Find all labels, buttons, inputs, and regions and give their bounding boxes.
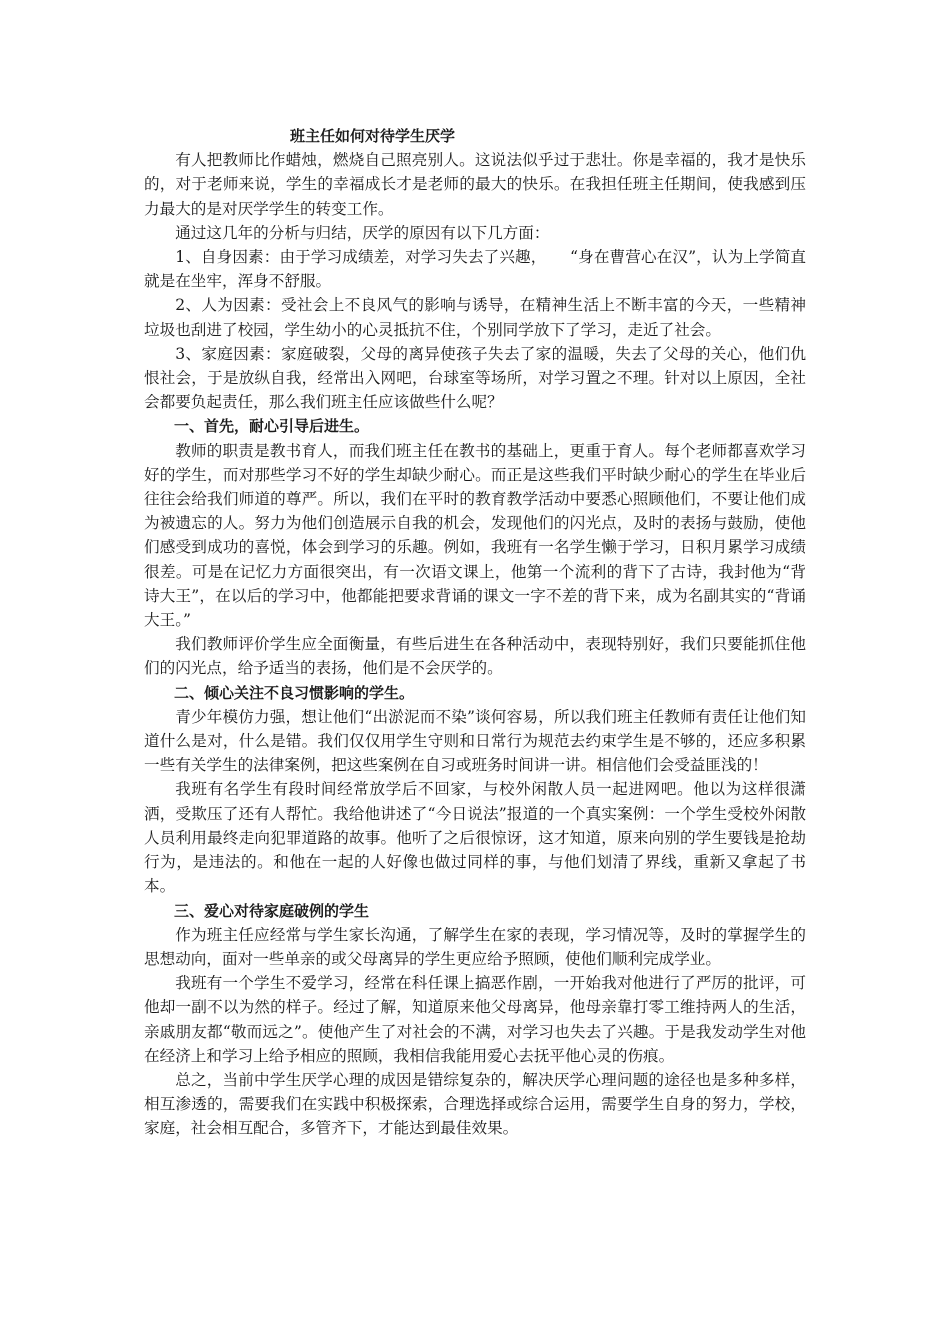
paragraph: 我班有名学生有段时间经常放学后不回家，与校外闲散人员一起进网吧。他以为这样很潇洒，受欺压了还有人帮忙。我给他讲述了“今日说法”报道的一个真实案例：一个学生受校外闲散人员利用最终走向犯罪道路的故事。他听了之后很惊讶，这才知道，原来向别的学生要钱是抢劫行为，是违法的。和他在一起的人好像也做过同样的事，与他们划清了界线，重新又拿起了书本。 (144, 780, 806, 896)
paragraph: 通过这几年的分析与归结，厌学的原因有以下几方面： (175, 223, 550, 242)
paragraph: 3、家庭因素：家庭破裂，父母的离异使孩子失去了家的温暖，失去了父母的关心，他们仇恨社会，于是放纵自我，经常出入网吧，台球室等场所，对学习置之不理。针对以上原因，全社会都要负起责任，那么我们班主任应该做些什么呢？ (144, 344, 806, 412)
section-heading: 一、首先，耐心引导后进生。 (174, 417, 370, 436)
paragraph: 青少年模仿力强，想让他们“出淤泥而不染”谈何容易，所以我们班主任教师有责任让他们知道什么是对，什么是错。我们仅仅用学生守则和日常行为规范去约束学生是不够的，还应多积累一些有关学生的法律案例，把这些案例在自习或班务时间讲一讲。相信他们会受益匪浅的！ (144, 707, 806, 775)
paragraph: 我班有一个学生不爱学习，经常在科任课上搞恶作剧，一开始我对他进行了严厉的批评，可他却一副不以为然的样子。经过了解，知道原来他父母离异，他母亲靠打零工维持两人的生活，亲戚朋友都“敬而远之”。使他产生了对社会的不满，对学习也失去了兴趣。于是我发动学生对他在经济上和学习上给予相应的照顾，我相信我能用爱心去抚平他心灵的伤痕。 (144, 974, 806, 1065)
paragraph: 作为班主任应经常与学生家长沟通，了解学生在家的表现，学习情况等，及时的掌握学生的思想动向，面对一些单亲的或父母离异的学生更应给予照顾，使他们顺利完成学业。 (144, 925, 806, 968)
paragraph: 我们教师评价学生应全面衡量，有些后进生在各种活动中，表现特别好，我们只要能抓住他们的闪光点，给予适当的表扬，他们是不会厌学的。 (144, 635, 806, 678)
paragraph: 总之，当前中学生厌学心理的成因是错综复杂的，解决厌学心理问题的途径也是多种多样，相互渗透的，需要我们在实践中积极探索，合理选择或综合运用，需要学生自身的努力，学校，家庭，社会相互配合，多管齐下，才能达到最佳效果。 (144, 1070, 806, 1138)
paragraph: 有人把教师比作蜡烛，燃烧自己照亮别人。这说法似乎过于悲壮。你是幸福的，我才是快乐的，对于老师来说，学生的幸福成长才是老师的最大的快乐。在我担任班主任期间，使我感到压力最大的是对厌学学生的转变工作。 (144, 151, 806, 218)
section-heading: 二、倾心关注不良习惯影响的学生。 (174, 683, 415, 702)
document-body (144, 124, 806, 1141)
paragraph: 2、人为因素：受社会上不良风气的影响与诱导，在精神生活上不断丰富的今天，一些精神垃圾也刮进了校园，学生幼小的心灵抵抗不住，个别同学放下了学习，走近了社会。 (144, 296, 806, 339)
section-heading: 三、爱心对待家庭破例的学生 (174, 901, 370, 920)
document-title: 班主任如何对待学生厌学 (290, 127, 456, 145)
paragraph: 1、自身因素：由于学习成绩差，对学习失去了兴趣， “身在曹营心在汉”，认为上学简直就是在坐牢，浑身不舒服。 (144, 248, 806, 291)
paragraph: 教师的职责是教书育人，而我们班主任在教书的基础上，更重于育人。每个老师都喜欢学习好的学生，而对那些学习不好的学生却缺少耐心。而正是这些我们平时缺少耐心的学生在毕业后往往会给我们师道的尊严。所以，我们在平时的教育教学活动中要悉心照顾他们，不要让他们成为被遗忘的人。努力为他们创造展示自我的机会，发现他们的闪光点，及时的表扬与鼓励，使他们感受到成功的喜悦，体会到学习的乐趣。例如，我班有一名学生懒于学习，日积月累学习成绩很差。可是在记忆力方面很突出，有一次语文课上，他第一个流利的背下了古诗，我封他为“背诗大王”，在以后的学习中，他都能把要求背诵的课文一字不差的背下来，成为名副其实的“背诵大王。” (144, 441, 806, 630)
